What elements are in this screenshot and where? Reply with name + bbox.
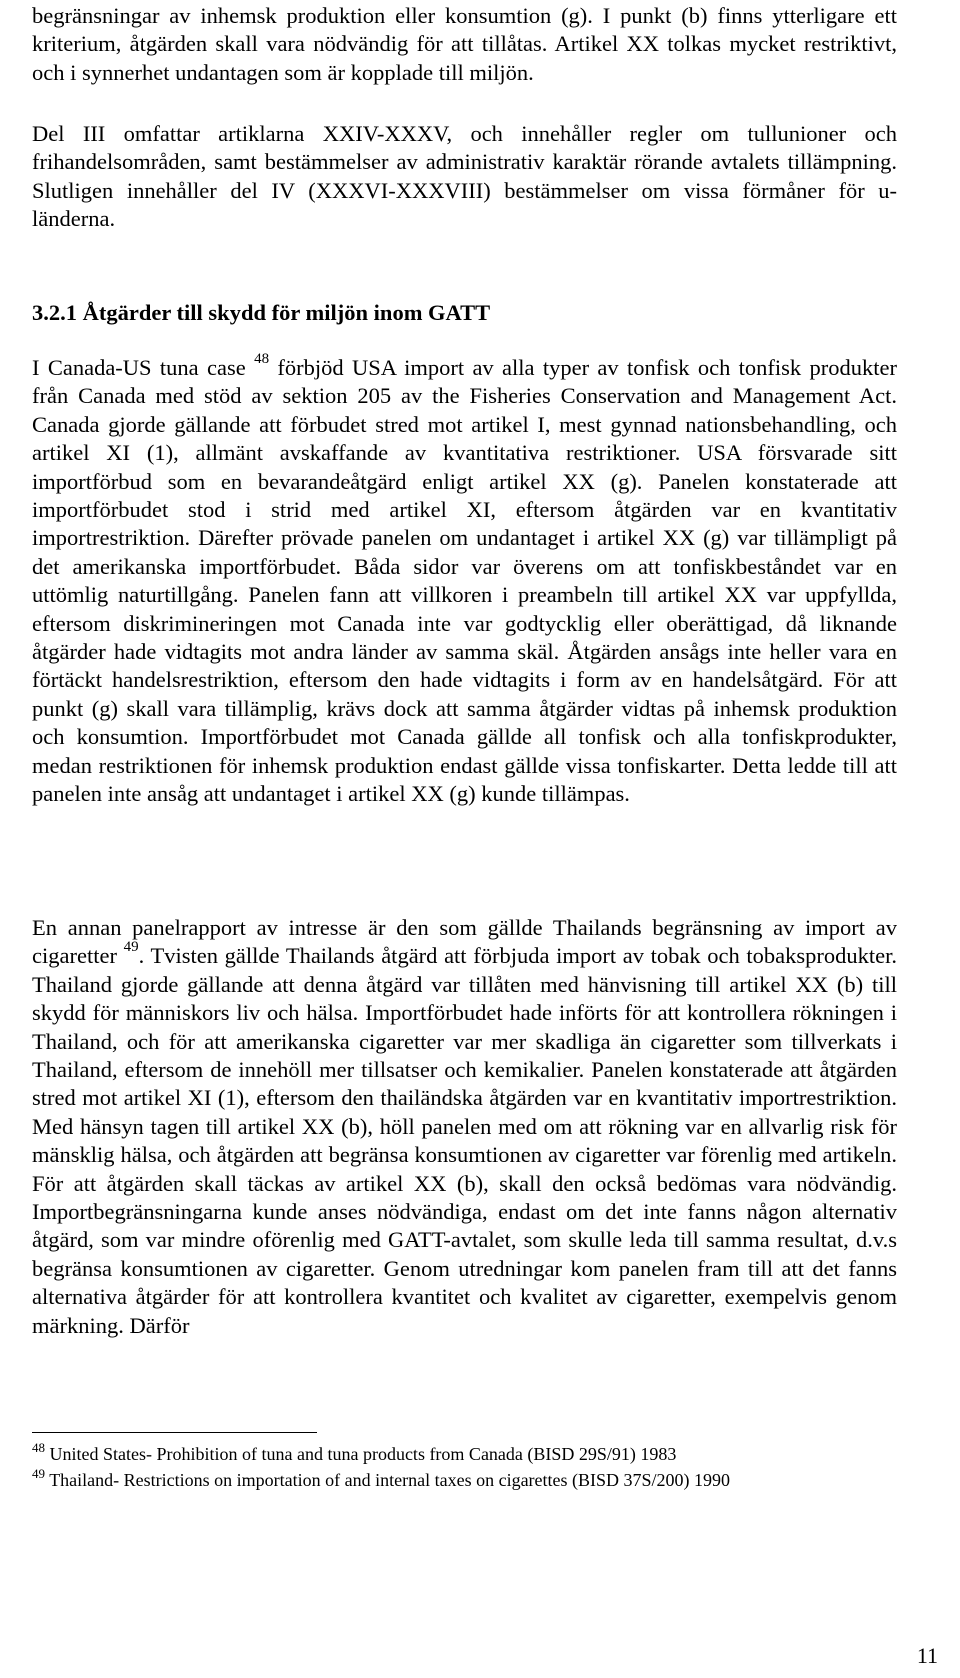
paragraph-part-iii-iv: [32, 120, 897, 234]
footnote-text: United States- Prohibition of tuna and tuna products from Canada (BISD 29S/91) 1983: [49, 1444, 677, 1464]
footnote-text: Thailand- Restrictions on importation of and internal taxes on cigarettes (BISD 37S/200) 1990: [49, 1470, 731, 1490]
paragraph-thailand-cigarettes: [32, 914, 897, 1340]
footnote-number: 48: [32, 1440, 45, 1455]
section-heading: 3.2.1 Åtgärder till skydd för miljön inom GATT: [32, 300, 491, 325]
footnotes: [32, 1441, 897, 1493]
footnote-number: 49: [32, 1466, 45, 1481]
footnote-49: [32, 1467, 897, 1493]
paragraph-text-rest: . Tvisten gällde Thailands åtgärd att förbjuda import av tobak och tobaksprodukter. Thailand gjorde gällande att denna åtgärd var tillåten med hänvisning till artikel XX (b) till skydd för människors liv och hälsa. Importförbudet hade införts för att kontrollera rökningen i Thailand, och för att amerikanska cigaretter var mer skadliga än cigaretter som tillverkats i Thailand, eftersom de innehöll mer tillsatser och kemikalier. Panelen konstaterade att åtgärden stred mot artikel XI (1), eftersom den thailändska åtgärden var en kvantitativ importrestriktion. Med hänsyn tagen till artikel XX (b), höll panelen med om att rökning var en allvarlig risk för mänsklig hälsa, och åtgärden att begränsa konsumtionen av cigaretter var förenlig med artikeln. För att åtgärden skall täckas av artikel XX (b), skall den också bedömas vara nödvändig. Importbegränsningarna kunde anses nödvändiga, endast om det inte fanns någon alternativ åtgärd, som var mindre oförenlig med GATT-avtalet, som skulle leda till samma resultat, d.v.s begränsa konsumtionen av cigaretter. Genom utredningar kom panelen fram till att det fanns alternativa åtgärder för att kontrollera kvantitet och kvalitet av cigaretter, exempelvis genom märkning. Därför: [32, 943, 897, 1338]
paragraph-text-start: I Canada-US tuna case: [32, 355, 255, 380]
footnote-48: [32, 1441, 897, 1467]
footnote-ref-48: 48: [254, 351, 270, 367]
paragraph-text-rest: förbjöd USA import av alla typer av tonfisk och tonfisk produkter från Canada med stöd av sektion 205 av the Fisheries Conservation and Management Act. Canada gjorde gällande att förbudet stred mot artikel I, mest gynnad nationsbehandling, och artikel XI (1), allmänt avskaffande av kvantitativa restriktioner. USA försvarade sitt importförbud som en bevarandeåtgärd enligt artikel XX (g). Panelen konstaterade att importförbudet stod i strid med artikel XI, eftersom åtgärden var en kvantitativ importrestriktion. Därefter prövade panelen om undantaget i artikel XX (g) var tillämpligt på det amerikanska importförbudet. Båda sidor var överens om att tonfiskbeståndet var en uttömlig naturtillgång. Panelen fann att villkoren i preambeln till artikel XX var uppfyllda, eftersom diskrimineringen mot Canada inte var godtycklig eller oberättigad, då liknande åtgärder hade vidtagits mot andra länder av samma skäl. Åtgärden ansågs inte heller vara en förtäckt handelsrestriktion, eftersom den hade vidtagits i form av en handelsåtgärd. För att punkt (g) skall vara tillämplig, krävs dock att samma åtgärder vidtas på inhemsk produktion och konsumtion. Importförbudet mot Canada gällde all tonfisk och alla tonfiskprodukter, medan restriktionen för inhemsk produktion endast gällde vissa tonfiskarter. Detta ledde till att panelen inte ansåg att undantaget i artikel XX (g) kunde tillämpas.: [32, 355, 897, 807]
paragraph-text: begränsningar av inhemsk produktion eller konsumtion (g). I punkt (b) finns ytterligare ett kriterium, åtgärden skall vara nödvändig för att tillåtas. Artikel XX tolkas mycket restriktivt, och i synnerhet undantagen som är kopplade till miljön.: [32, 3, 897, 85]
paragraph-text-start: En annan panelrapport av intresse är den som gällde Thailands begränsning av import av cigaretter: [32, 915, 897, 969]
footnote-ref-49: 49: [123, 939, 139, 956]
paragraph-tuna-case: [32, 351, 897, 809]
paragraph-text: Del III omfattar artiklarna XXIV-XXXV, och innehåller regler om tullunioner och frihandelsområden, samt bestämmelser av administrativ karaktär rörande avtalets tillämpning. Slutligen innehåller del IV (XXXVI-XXXVIII) bestämmelser om vissa förmåner för u-länderna.: [32, 121, 897, 232]
footnote-separator: [32, 1432, 317, 1433]
page-number: 11: [916, 1643, 938, 1668]
paragraph-gatt-article-xx: [32, 2, 897, 87]
